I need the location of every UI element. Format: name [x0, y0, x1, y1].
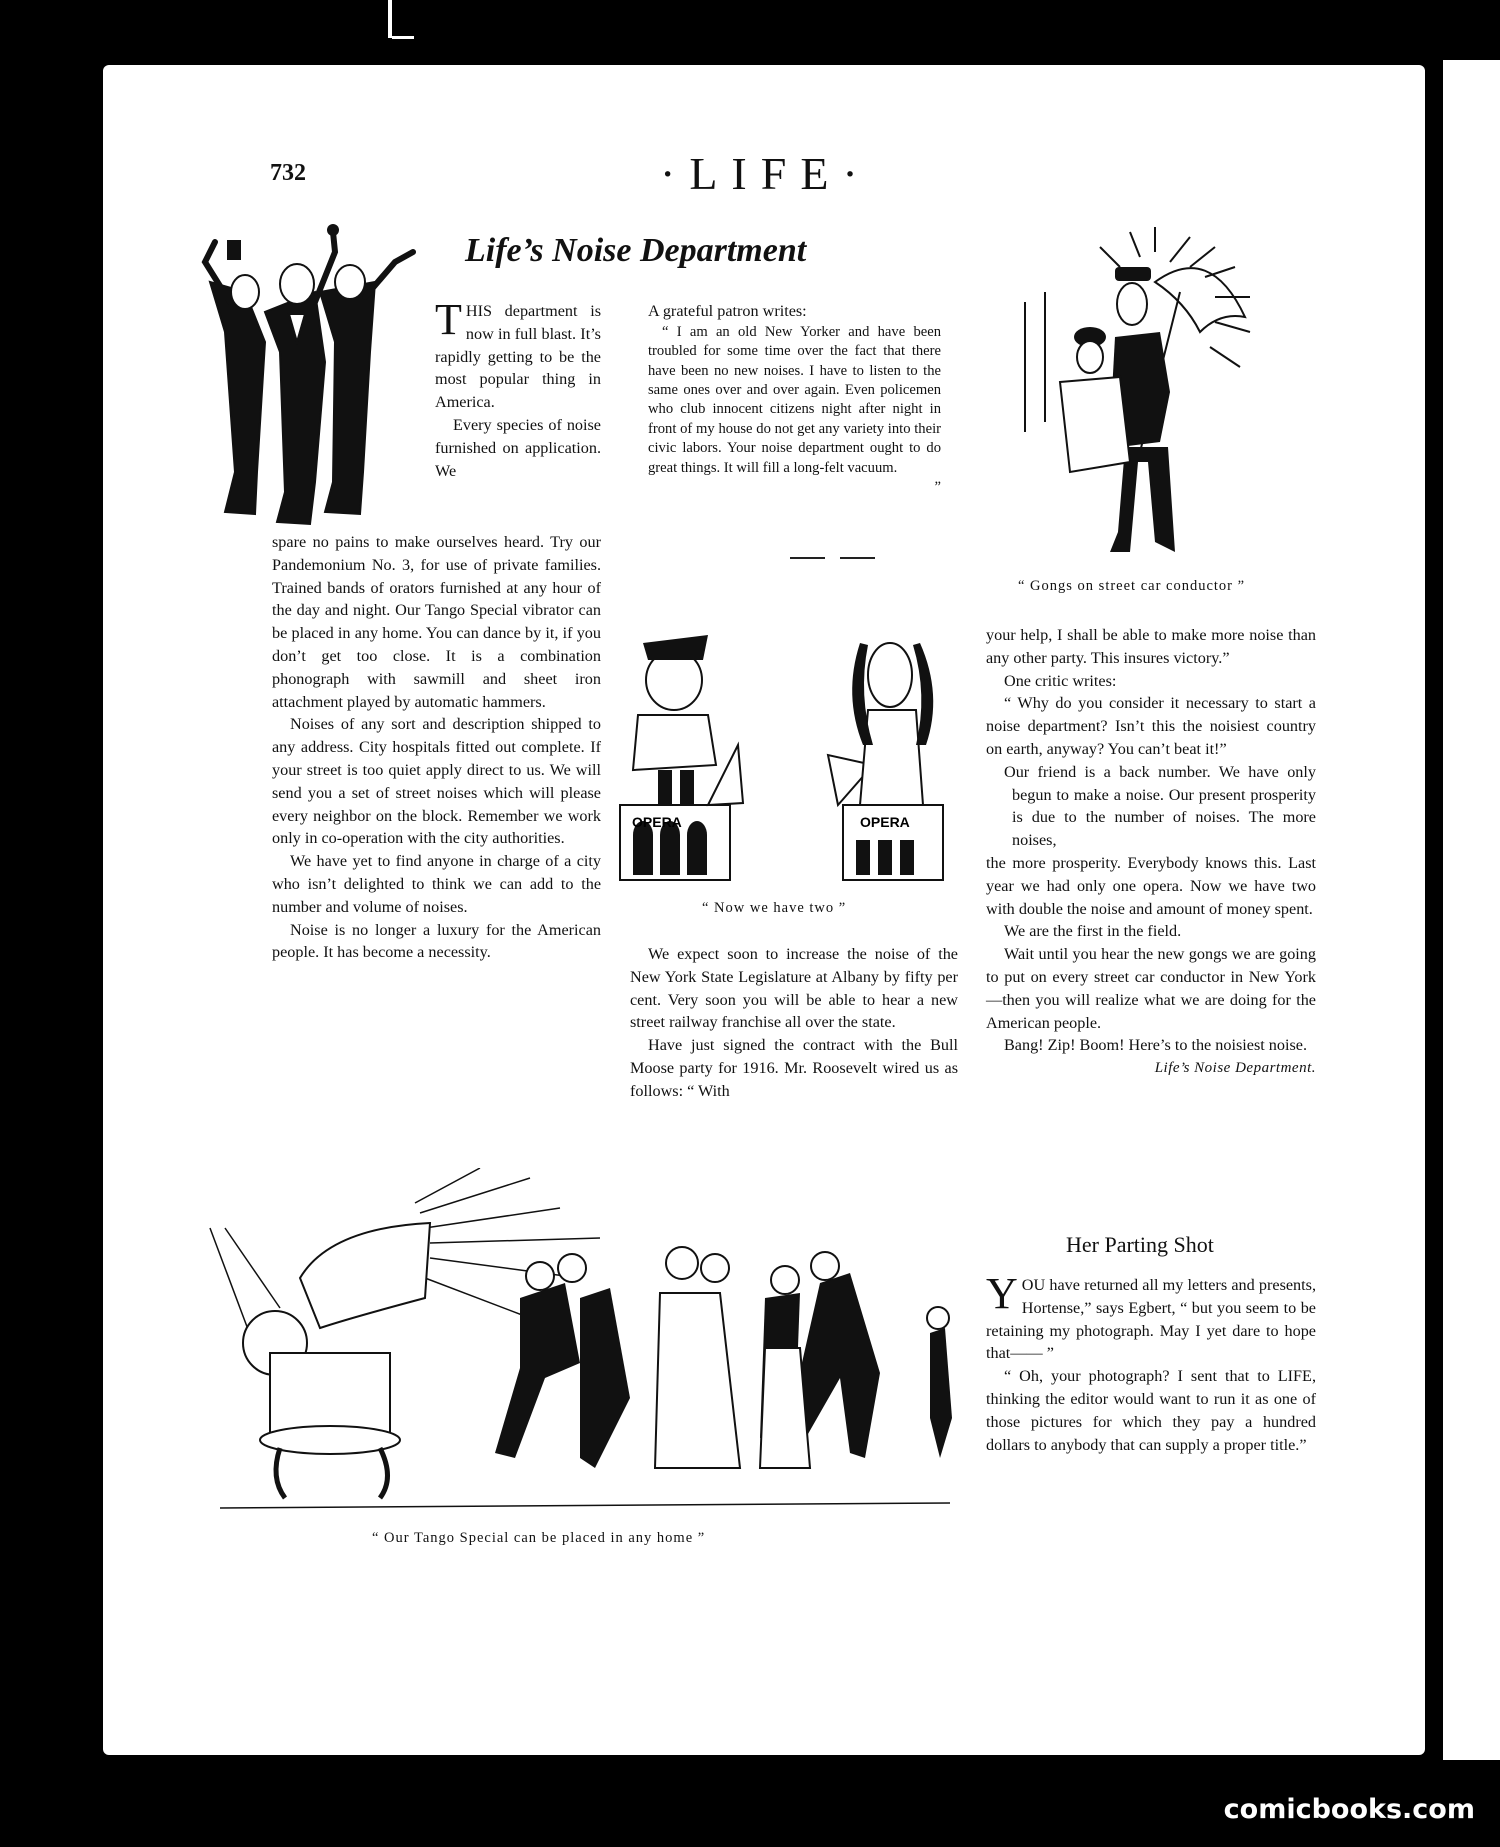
- col1-paragraph-1: HIS department is now in full blast. It’s rapidly getting to be the most popular thing in America.: [435, 302, 601, 412]
- caption-opera: “ Now we have two ”: [702, 900, 847, 916]
- patron-intro: A grateful patron writes:: [648, 302, 807, 320]
- col1-paragraph-3: Noises of any sort and description shipped to any address. City hospitals fitted out complete. If your street is too quiet apply direct to us. We will send you a set of street noises which will please every neighbor on the block. Remember we work only in co-operation with the city authorities.: [272, 715, 601, 848]
- opera-illustration: [598, 605, 993, 890]
- col3-paragraph-1: your help, I shall be able to make more noise than any other party. This insures victory.”: [986, 626, 1316, 667]
- col3-paragraph-4a: Our friend is a back number. We have only begun to make a noise. Our present prosperity is due to the number of noises. The more noises,: [1004, 762, 1316, 850]
- col3-paragraph-6: Wait until you hear the new gongs we are going to put on every street car conductor in New York—then you will realize what we are doing for the American people.: [986, 945, 1316, 1032]
- column-1-narrow: [435, 295, 601, 482]
- article-signature: Life’s Noise Department.: [1154, 1060, 1316, 1077]
- tango-illustration: [200, 1168, 970, 1518]
- side-article-paragraph-1: OU have returned all my letters and presents, Hortense,” says Egbert, “ but you seem to be retaining my photograph. May I yet dare to hope that—— ”: [986, 1276, 1316, 1363]
- divider-rule: [790, 557, 825, 559]
- divider-rule: [840, 557, 875, 559]
- col1-paragraph-4: We have yet to find anyone in charge of a city who isn’t delighted to think we can add to the number and volume of noises.: [272, 852, 601, 916]
- page-number: 732: [270, 160, 306, 186]
- col2-paragraph-2: We expect soon to increase the noise of the New York State Legislature at Albany by fifty per cent. Very soon you will be able to hear a new street railway franchise all over the state.: [630, 945, 958, 1032]
- side-article-title: Her Parting Shot: [1066, 1232, 1214, 1257]
- patron-letter-close: ”: [934, 479, 941, 496]
- patron-letter: “ I am an old New Yorker and have been troubled for some time over the fact that there have been no new noises. I have to listen to the same ones over and over again. Even policemen who club innocent citizens night after night in front of my house do not get any variety into their civic labors. Your noise department ought to do great things. It will fill a long-felt vacuum.: [648, 323, 941, 476]
- col1-paragraph-5: Noise is no longer a luxury for the American people. It has become a necessity.: [272, 920, 601, 962]
- opera-box-label: OPERA: [632, 814, 682, 830]
- side-article-body: [986, 1269, 1316, 1456]
- article-title: Life’s Noise Department: [465, 232, 807, 269]
- column-3: [986, 624, 1316, 1080]
- orators-illustration: [185, 222, 435, 532]
- caption-tango: “ Our Tango Special can be placed in any home ”: [372, 1530, 706, 1546]
- conductor-illustration: [1020, 222, 1285, 562]
- col2-paragraph-3: Have just signed the contract with the Bull Moose party for 1916. Mr. Roosevelt wired us as follows: “ With: [630, 1036, 958, 1100]
- watermark: comicbooks.com: [1223, 1794, 1475, 1825]
- column-2-bottom: [630, 943, 958, 1103]
- masthead-life: ·LIFE·: [660, 148, 872, 199]
- col3-paragraph-3: “ Why do you consider it necessary to start a noise department? Isn’t this the noisiest country on earth, anyway? You can’t beat it!”: [986, 694, 1316, 758]
- col3-paragraph-7: Bang! Zip! Boom! Here’s to the noisiest noise.: [1004, 1036, 1308, 1055]
- col3-paragraph-4b: the more prosperity. Everybody knows this. Last year we had only one opera. Now we have two with double the noise and amount of money spent.: [986, 853, 1316, 918]
- adjacent-page-edge: [1443, 60, 1500, 1760]
- col3-paragraph-2: One critic writes:: [1004, 671, 1117, 690]
- drop-cap-t: T: [435, 295, 462, 344]
- scan-tab-mark: [388, 0, 392, 38]
- drop-cap-y: Y: [986, 1269, 1018, 1318]
- caption-conductor: “ Gongs on street car conductor ”: [1018, 578, 1246, 594]
- opera-box-label: OPERA: [860, 814, 910, 830]
- col3-paragraph-5: We are the first in the field.: [1004, 922, 1182, 941]
- column-2-top: [648, 300, 941, 497]
- column-1-wide: [272, 531, 601, 964]
- col1-paragraph-2-cont: spare no pains to make ourselves heard. Try our Pandemonium No. 3, for use of private families. Trained bands of orators furnished at any hour of the day and night. Our Tango Special vibrator can be placed in any home. You can dance by it, if you don’t get too close. It is a combination phonograph with sawmill and sheet iron attachment played by automatic hammers.: [272, 533, 601, 711]
- side-article-paragraph-2: “ Oh, your photograph? I sent that to LIFE, thinking the editor would want to run it as one of those pictures for which they pay a hundred dollars to anybody that can supply a proper title.”: [986, 1367, 1316, 1454]
- col1-paragraph-2-start: Every species of noise furnished on application. We: [435, 415, 601, 480]
- scan-tab-mark-foot: [392, 36, 414, 39]
